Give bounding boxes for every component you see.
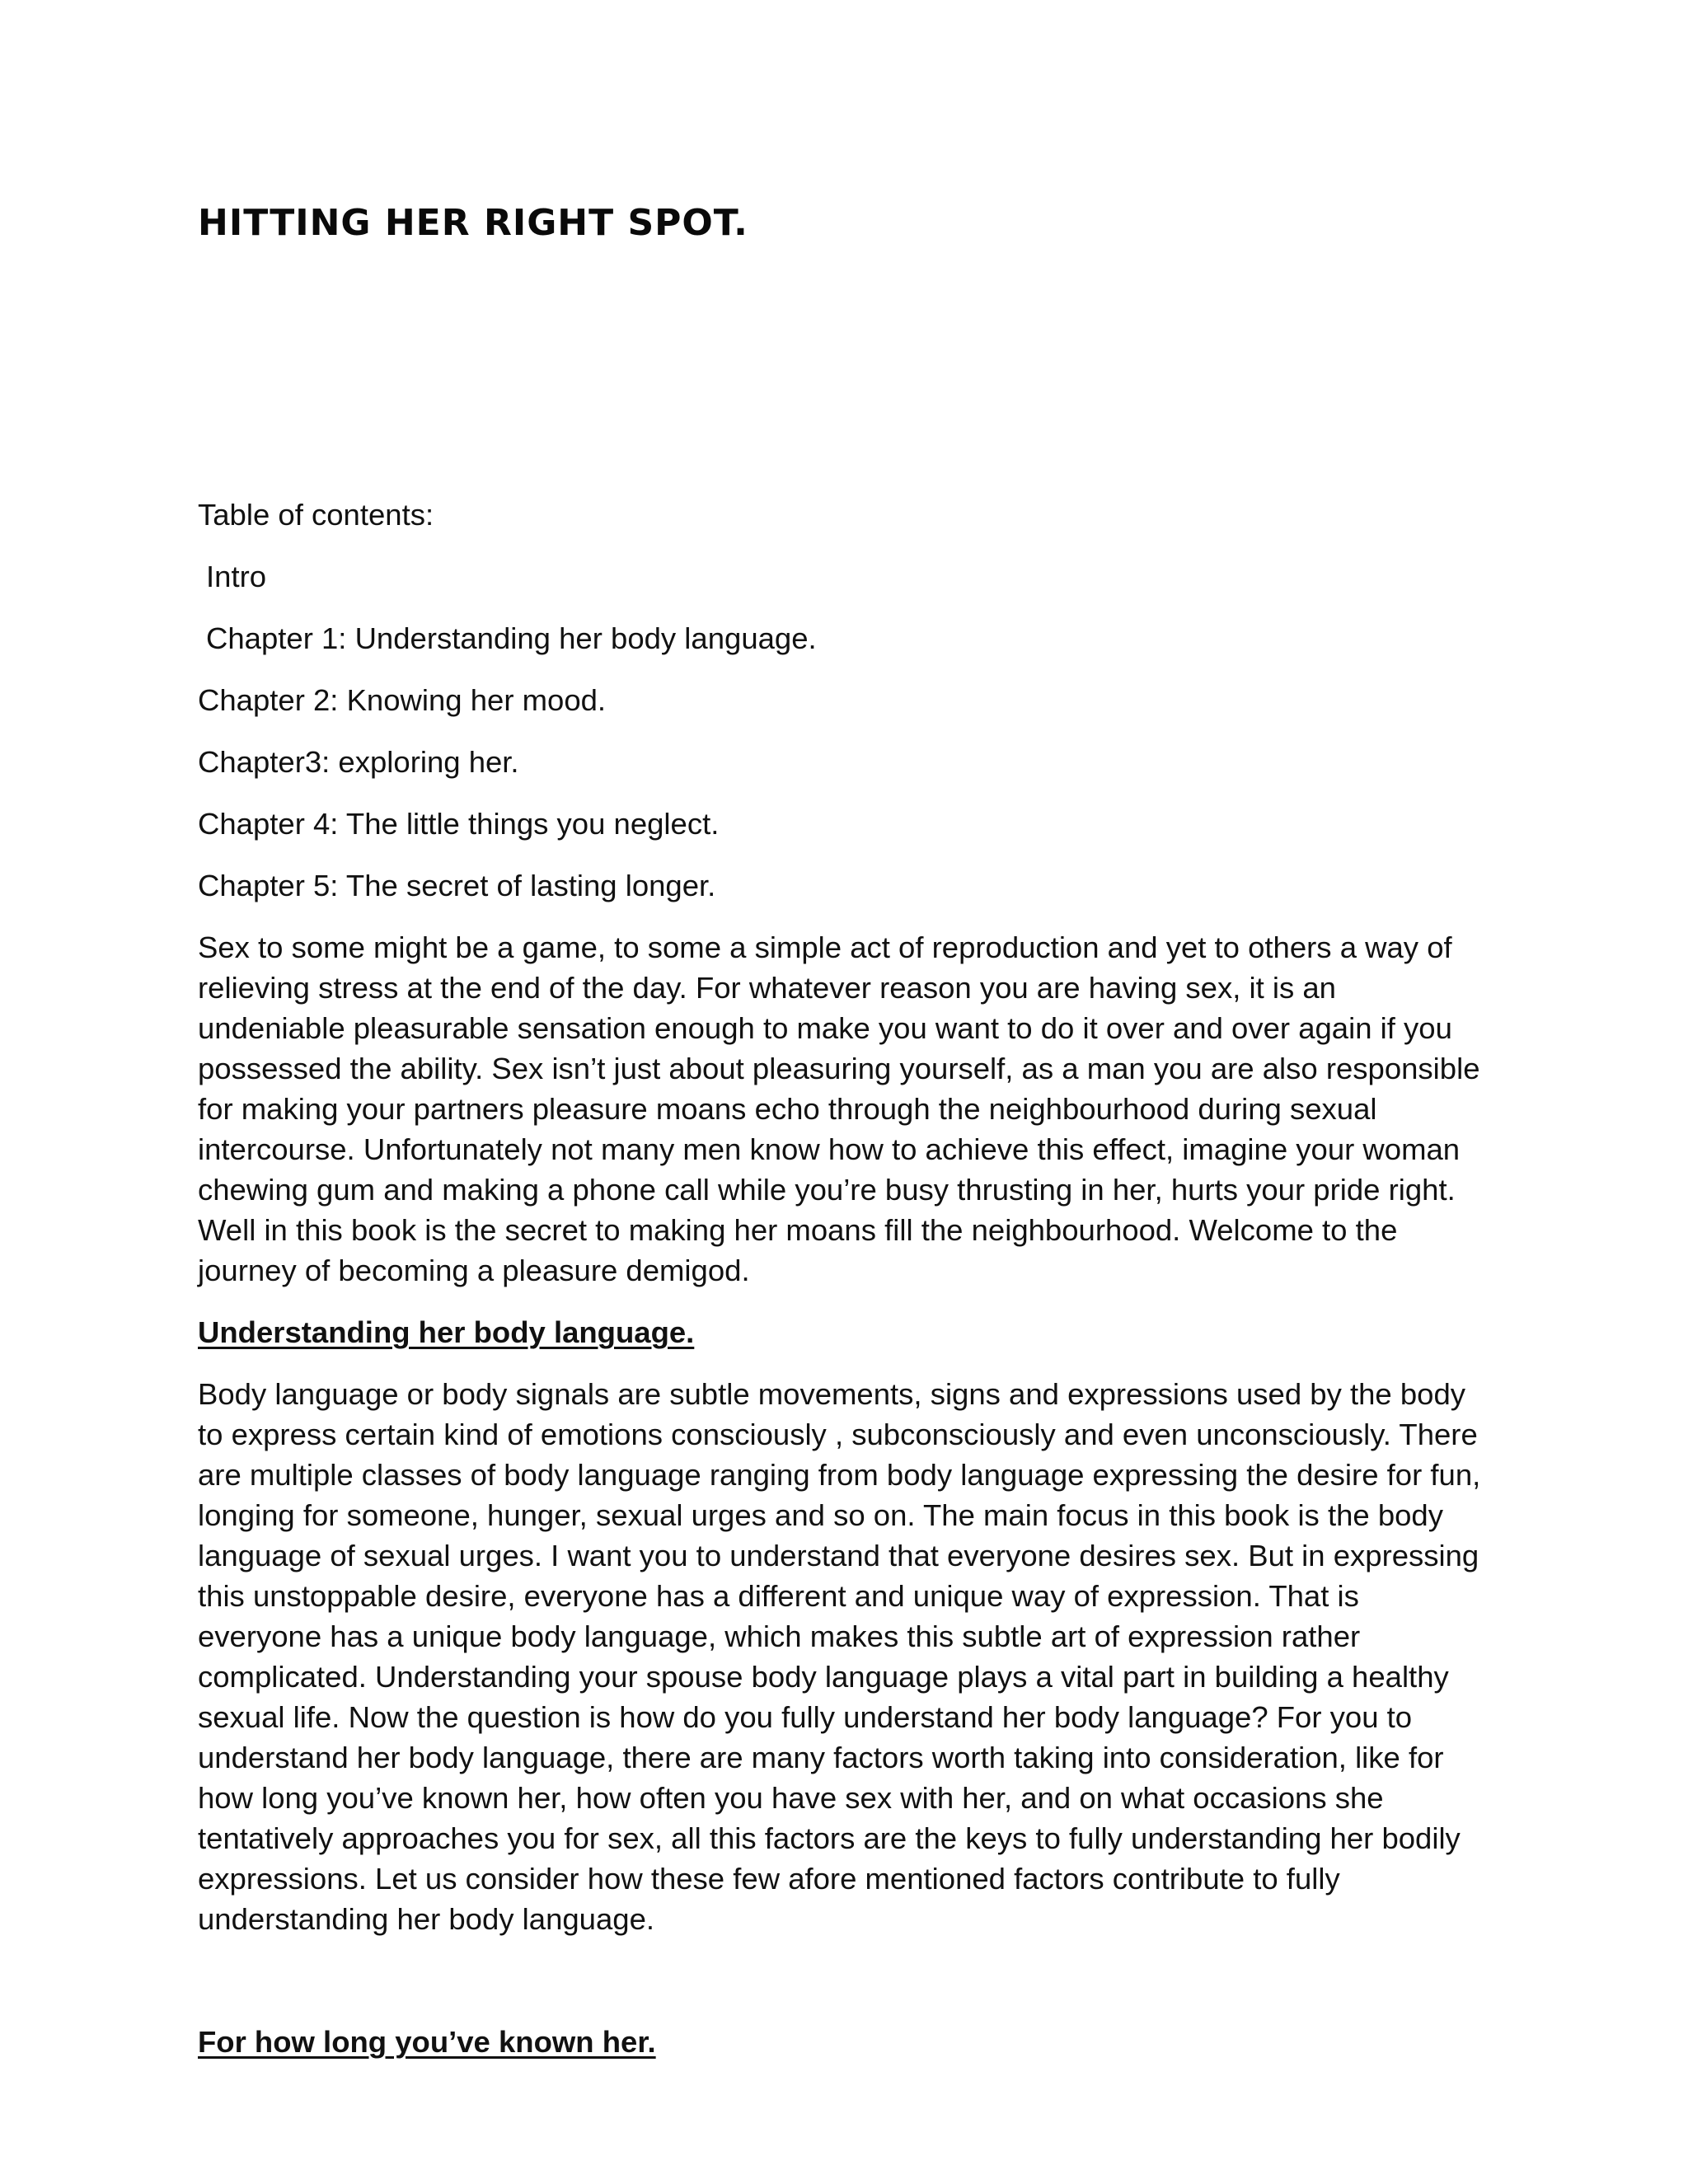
toc-item-chapter-1: Chapter 1: Understanding her body language. <box>206 621 817 655</box>
toc-item-intro: Intro <box>206 560 267 593</box>
section-heading-body-language: Understanding her body language. <box>198 1315 695 1349</box>
table-of-contents <box>198 494 1488 906</box>
document-body <box>198 494 1488 2083</box>
toc-heading: Table of contents: <box>198 498 434 532</box>
body-language-paragraph: Body language or body signals are subtle movements, signs and expressions used by the body to express certain kind of emotions consciously , subconsciously and even unconsciously. There are multiple classes of body language ranging from body language expressing the desire for fun, longing for someone, hunger, sexual urges and so on. The main focus in this book is the body language of sexual urges. I want you to understand that everyone desires sex. But in expressing this unstoppable desire, everyone has a different and unique way of expression. That is everyone has a unique body language, which makes this subtle art of expression rather complicated. Understanding your spouse body language plays a vital part in building a healthy sexual life. Now the question is how do you fully understand her body language? For you to understand her body language, there are many factors worth taking into consideration, like for how long you’ve known her, how often you have sex with her, and on what occasions she tentatively approaches you for sex, all this factors are the keys to fully understanding her bodily expressions. Let us consider how these few afore mentioned factors contribute to fully understanding her body language. <box>198 1377 1481 1936</box>
toc-item-chapter-2: Chapter 2: Knowing her mood. <box>198 683 607 717</box>
toc-item-chapter-4: Chapter 4: The little things you neglect. <box>198 807 720 841</box>
toc-item-chapter-3: Chapter3: exploring her. <box>198 745 519 779</box>
section-heading-how-long-known: For how long you’ve known her. <box>198 2025 656 2059</box>
toc-item-chapter-5: Chapter 5: The secret of lasting longer. <box>198 869 716 902</box>
intro-paragraph: Sex to some might be a game, to some a simple act of reproduction and yet to others a way of relieving stress at the end of the day. For whatever reason you are having sex, it is an undeniable pleasurable sensation enough to make you want to do it over and over again if you possessed the ability. Sex isn’t just about pleasuring yourself, as a man you are also responsible for making your partners pleasure moans echo through the neighbourhood during sexual intercourse. Unfortunately not many men know how to achieve this effect, imagine your woman chewing gum and making a phone call while you’re busy thrusting in her, hurts your pride right. Well in this book is the secret to making her moans fill the neighbourhood. Welcome to the journey of becoming a pleasure demigod. <box>198 930 1480 1287</box>
document-title: HITTING HER RIGHT SPOT. <box>198 202 748 244</box>
